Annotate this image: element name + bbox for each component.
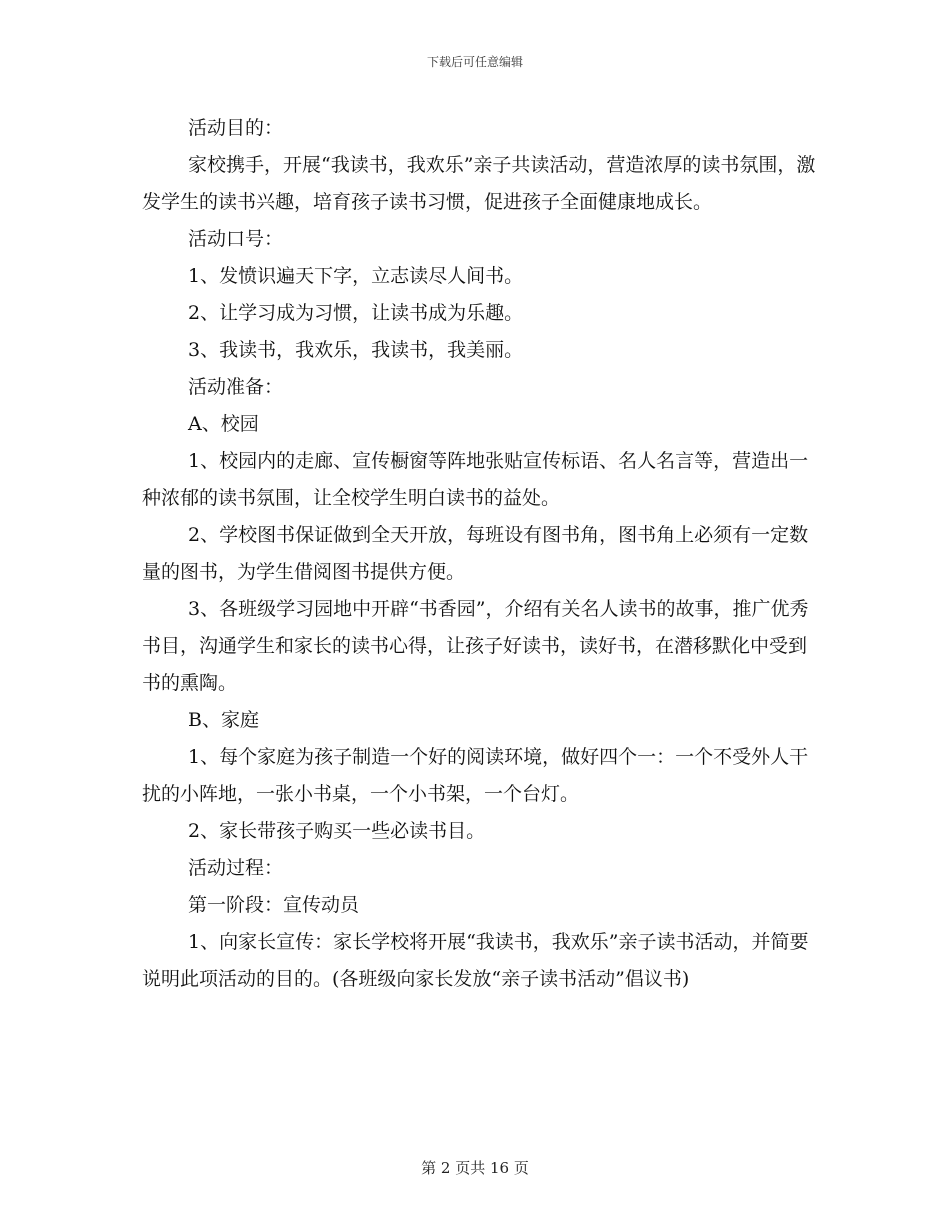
campus-item-1: 1、校园内的走廊、宣传橱窗等阵地张贴宣传标语、名人名言等，营造出一种浓郁的读书氛围，让全校学生明白读书的益处。 [142, 450, 809, 509]
family-item-2: 2、家长带孩子购买一些必读书目。 [188, 820, 486, 842]
campus-item-3: 3、各班级学习园地中开辟“书香园”，介绍有关名人读书的故事，推广优秀书目，沟通学生和家长的读书心得，让孩子好读书，读好书，在潜移默化中受到书的熏陶。 [142, 598, 809, 694]
section-heading-preparation: 活动准备： [188, 376, 284, 398]
paragraph-purpose: 家校携手，开展“我读书，我欢乐”亲子共读活动，营造浓厚的读书氛围，激发学生的读书兴趣，培育孩子读书习惯，促进孩子全面健康地成长。 [142, 154, 816, 213]
campus-item-2: 2、学校图书保证做到全天开放，每班设有图书角，图书角上必须有一定数量的图书，为学生借阅图书提供方便。 [142, 524, 809, 583]
page-footer: 第 2 页共 16 页 [421, 1159, 529, 1177]
subheading-campus: A、校园 [188, 413, 259, 435]
document-body [142, 110, 822, 998]
slogan-item-3: 3、我读书，我欢乐，我读书，我美丽。 [188, 339, 524, 361]
slogan-item-1: 1、发愤识遍天下字，立志读尽人间书。 [188, 265, 524, 287]
subheading-stage-one: 第一阶段：宣传动员 [188, 894, 360, 916]
section-heading-purpose: 活动目的： [188, 117, 284, 139]
slogan-item-2: 2、让学习成为习惯，让读书成为乐趣。 [188, 302, 524, 324]
page-header: 下载后可任意编辑 [426, 55, 523, 69]
section-heading-process: 活动过程： [188, 857, 284, 879]
family-item-1: 1、每个家庭为孩子制造一个好的阅读环境，做好四个一：一个不受外人干扰的小阵地，一张小书桌，一个小书架，一个台灯。 [142, 746, 809, 805]
subheading-family: B、家庭 [188, 709, 259, 731]
section-heading-slogan: 活动口号： [188, 228, 284, 250]
stage-one-item-1: 1、向家长宣传：家长学校将开展“我读书，我欢乐”亲子读书活动，并简要说明此项活动的目的。(各班级向家长发放“亲子读书活动”倡议书) [142, 931, 809, 990]
